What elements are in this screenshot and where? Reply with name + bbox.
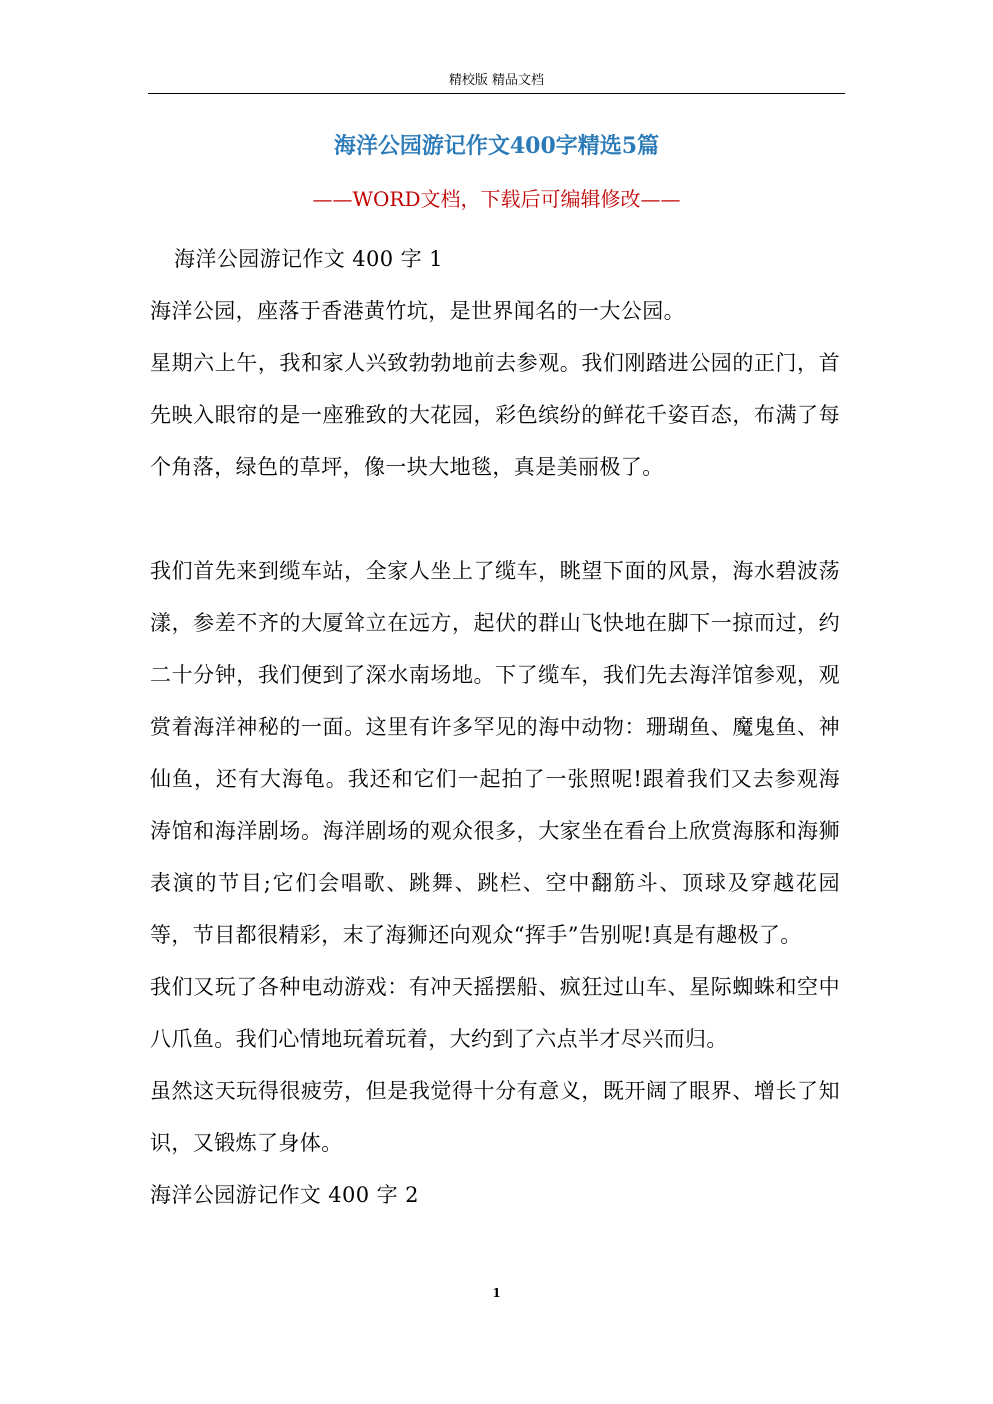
header-divider <box>148 93 845 94</box>
page-header: 精校版 精品文档 <box>448 73 545 88</box>
section-heading: 海洋公园游记作文 400 字 1 <box>174 247 443 271</box>
document-title: 海洋公园游记作文400字精选5篇 <box>333 133 660 159</box>
document-body <box>150 233 840 1221</box>
paragraph: 我们首先来到缆车站，全家人坐上了缆车，眺望下面的风景，海水碧波荡漾，参差不齐的大厦耸立在远方，起伏的群山飞快地在脚下一掠而过，约二十分钟，我们便到了深水南场地。下了缆车，我们先去海洋馆参观，观赏着海洋神秘的一面。这里有许多罕见的海中动物：珊瑚鱼、魔鬼鱼、神仙鱼，还有大海龟。我还和它们一起拍了一张照呢!跟着我们又去参观海涛馆和海洋剧场。海洋剧场的观众很多，大家坐在看台上欣赏海豚和海狮表演的节目;它们会唱歌、跳舞、跳栏、空中翻筋斗、顶球及穿越花园等，节目都很精彩，末了海狮还向观众“挥手”告别呢!真是有趣极了。 <box>150 559 840 947</box>
page-number: 1 <box>492 1286 501 1300</box>
paragraph: 星期六上午，我和家人兴致勃勃地前去参观。我们刚踏进公园的正门，首先映入眼帘的是一座雅致的大花园，彩色缤纷的鲜花千姿百态，布满了每个角落，绿色的草坪，像一块大地毯，真是美丽极了。 <box>150 351 840 479</box>
paragraph-spacer <box>150 493 840 545</box>
paragraph: 海洋公园，座落于香港黄竹坑，是世界闻名的一大公园。 <box>150 299 685 323</box>
section-heading: 海洋公园游记作文 400 字 2 <box>150 1183 419 1207</box>
paragraph: 虽然这天玩得很疲劳，但是我觉得十分有意义，既开阔了眼界、增长了知识，又锻炼了身体。 <box>150 1079 840 1155</box>
document-subtitle: ——WORD文档，下载后可编辑修改—— <box>312 187 681 211</box>
paragraph: 我们又玩了各种电动游戏：有冲天摇摆船、疯狂过山车、星际蜘蛛和空中八爪鱼。我们心情地玩着玩着，大约到了六点半才尽兴而归。 <box>150 975 840 1051</box>
